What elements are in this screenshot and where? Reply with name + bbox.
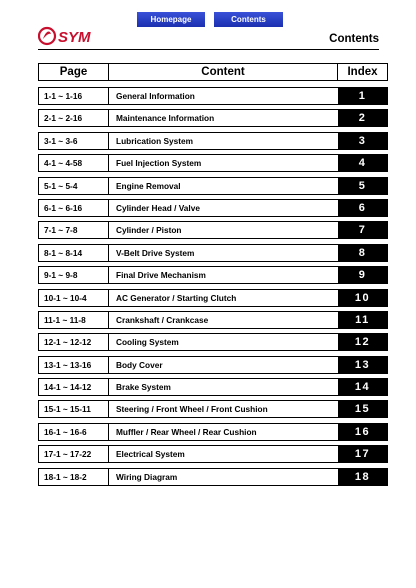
table-row[interactable] [38,132,388,150]
table-header [38,63,388,81]
row-page-range: 10-1 ~ 10-4 [39,290,109,306]
contents-button[interactable]: Contents [214,12,283,27]
row-index-tab[interactable]: 12 [338,334,387,350]
row-section-title[interactable]: Brake System [116,382,171,393]
table-row[interactable] [38,378,388,396]
row-page-range: 17-1 ~ 17-22 [39,446,109,462]
table-row[interactable] [38,400,388,418]
row-section-title[interactable]: Maintenance Information [116,113,215,124]
row-section-title[interactable]: AC Generator / Starting Clutch [116,292,237,303]
row-index-tab[interactable]: 1 [338,88,387,104]
row-index-tab[interactable]: 15 [338,401,387,417]
row-index-tab[interactable]: 9 [338,267,387,283]
row-page-range: 14-1 ~ 14-12 [39,379,109,395]
row-page-range: 6-1 ~ 6-16 [39,200,109,216]
row-index-tab[interactable]: 3 [338,133,387,149]
row-page-range: 4-1 ~ 4-58 [39,155,109,171]
row-section-title[interactable]: Body Cover [116,359,163,370]
table-body [38,87,388,486]
table-row[interactable] [38,87,388,105]
row-index-tab[interactable]: 13 [338,357,387,373]
row-index-tab[interactable]: 5 [338,178,387,194]
table-row[interactable] [38,311,388,329]
row-section-title[interactable]: General Information [116,91,195,101]
row-section-title[interactable]: V-Belt Drive System [116,247,195,258]
table-row[interactable] [38,177,388,195]
row-section-title[interactable]: Muffler / Rear Wheel / Rear Cushion [116,426,257,437]
table-row[interactable] [38,221,388,239]
row-page-range: 5-1 ~ 5-4 [39,178,109,194]
row-section-title[interactable]: Steering / Front Wheel / Front Cushion [116,404,268,415]
row-index-tab[interactable]: 4 [338,155,387,171]
row-section-title[interactable]: Electrical System [116,449,185,460]
row-section-title[interactable]: Engine Removal [116,180,181,191]
header-page: Page [39,64,109,80]
table-row[interactable] [38,289,388,307]
row-index-tab[interactable]: 7 [338,222,387,238]
table-row[interactable] [38,266,388,284]
row-page-range: 11-1 ~ 11-8 [39,312,109,328]
row-page-range: 16-1 ~ 16-6 [39,424,109,440]
row-page-range: 3-1 ~ 3-6 [39,133,109,149]
row-page-range: 7-1 ~ 7-8 [39,222,109,238]
table-row[interactable] [38,356,388,374]
table-row[interactable] [38,244,388,262]
row-page-range: 2-1 ~ 2-16 [39,110,109,126]
table-row[interactable] [38,154,388,172]
row-page-range: 12-1 ~ 12-12 [39,334,109,350]
row-index-tab[interactable]: 17 [338,446,387,462]
row-section-title[interactable]: Final Drive Mechanism [116,270,206,281]
row-section-title[interactable]: Cylinder Head / Valve [116,202,200,213]
table-row[interactable] [38,468,388,486]
table-row[interactable] [38,333,388,351]
row-section-title[interactable]: Fuel Injection System [116,158,202,169]
row-section-title[interactable]: Cylinder / Piston [116,225,182,236]
header-content: Content [109,64,338,80]
row-section-title[interactable]: Lubrication System [116,135,193,146]
contents-table [38,63,388,490]
row-page-range: 18-1 ~ 18-2 [39,469,109,485]
row-page-range: 15-1 ~ 15-11 [39,401,109,417]
row-section-title[interactable]: Crankshaft / Crankcase [116,314,209,325]
row-index-tab[interactable]: 10 [338,290,387,306]
sym-logo [38,26,102,46]
table-row[interactable] [38,423,388,441]
row-index-tab[interactable]: 8 [338,245,387,261]
row-index-tab[interactable]: 2 [338,110,387,126]
row-page-range: 8-1 ~ 8-14 [39,245,109,261]
table-row[interactable] [38,109,388,127]
row-page-range: 1-1 ~ 1-16 [39,88,109,104]
row-page-range: 9-1 ~ 9-8 [39,267,109,283]
svg-text:SYM: SYM [58,29,91,46]
header-divider [38,49,379,50]
table-row[interactable] [38,199,388,217]
row-index-tab[interactable]: 16 [338,424,387,440]
header-index: Index [347,66,378,78]
row-page-range: 13-1 ~ 13-16 [39,357,109,373]
row-index-tab[interactable]: 14 [338,379,387,395]
row-section-title[interactable]: Wiring Diagram [116,471,178,482]
homepage-button[interactable]: Homepage [137,12,205,27]
row-index-tab[interactable]: 11 [338,312,387,328]
row-section-title[interactable]: Cooling System [116,337,179,348]
table-row[interactable] [38,445,388,463]
row-index-tab[interactable]: 18 [338,469,387,485]
row-index-tab[interactable]: 6 [338,200,387,216]
page-title: Contents [329,33,379,45]
